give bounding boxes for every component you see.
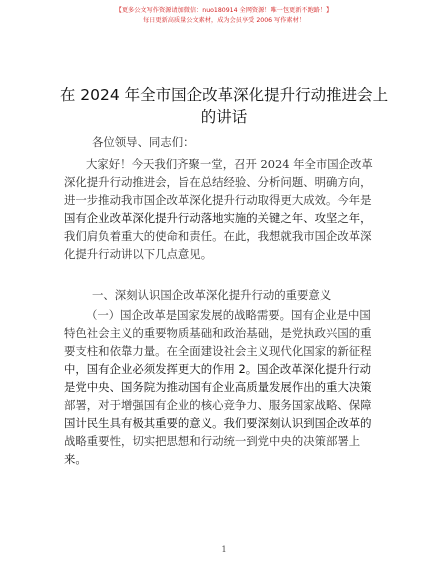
- intro-line: 我们肩负着重大的使命和责任。在此，我想就我市国企改革深: [64, 229, 372, 243]
- section-1-line: 特色社会主义的重要物质基础和政治基础，是党执政兴国的重: [64, 326, 372, 340]
- section-1-paragraph: [64, 306, 394, 468]
- document-title: [40, 84, 408, 128]
- page-number: 1: [221, 545, 227, 554]
- section-1-line: 国计民生具有极其重要的意义。我们要深刻认识到国企改革的: [64, 416, 372, 430]
- section-1-line: 部署，对于增强国有企业的核心竞争力、服务国家战略、保障: [64, 398, 372, 412]
- intro-line: 进一步推动我市国企改革深化提升行动取得更大成效。今年是: [64, 193, 372, 207]
- title-line-1: 在 2024 年全市国企改革深化提升行动推进会上: [59, 86, 389, 104]
- intro-line: 大家好！今天我们齐聚一堂，召开 2024 年全市国企改革: [86, 157, 373, 171]
- section-1-line: 来。: [64, 452, 87, 466]
- intro-line: 化提升行动讲以下几点意见。: [64, 247, 213, 261]
- intro-line: 国有企业改革深化提升行动落地实施的关键之年、攻坚之年，: [64, 211, 372, 225]
- promo-banner-line-1: 【更多公文写作资源请加微信：nuo180914 全网资源！唯一包更新不跑路！】: [115, 7, 333, 14]
- greeting: 各位领导、同志们：: [92, 135, 195, 149]
- section-1-line: 战略重要性，切实把思想和行动统一到党中央的决策部署上: [64, 434, 361, 448]
- intro-line: 深化提升行动推进会，旨在总结经验、分析问题、明确方向，: [64, 175, 372, 189]
- section-1-line: 是党中央、国务院为推动国有企业高质量发展作出的重大决策: [64, 380, 372, 394]
- section-1-heading: 一、深刻认识国企改革深化提升行动的重要意义: [92, 288, 332, 302]
- title-line-2: 的讲话: [200, 108, 248, 126]
- section-1-line: 要支柱和依靠力量。在全面建设社会主义现代化国家的新征程: [64, 344, 372, 358]
- section-1-line: （一）国企改革是国家发展的战略需要。国有企业是中国: [86, 308, 371, 322]
- intro-paragraph: [64, 155, 394, 263]
- promo-banner-line-2: 每日更新高质量公文素材，成为会员享受 2006 写作素材！: [143, 17, 305, 24]
- promo-banner: [0, 6, 448, 26]
- section-1-line: 中，国有企业必须发挥更大的作用 2。国企改革深化提升行动: [64, 362, 372, 376]
